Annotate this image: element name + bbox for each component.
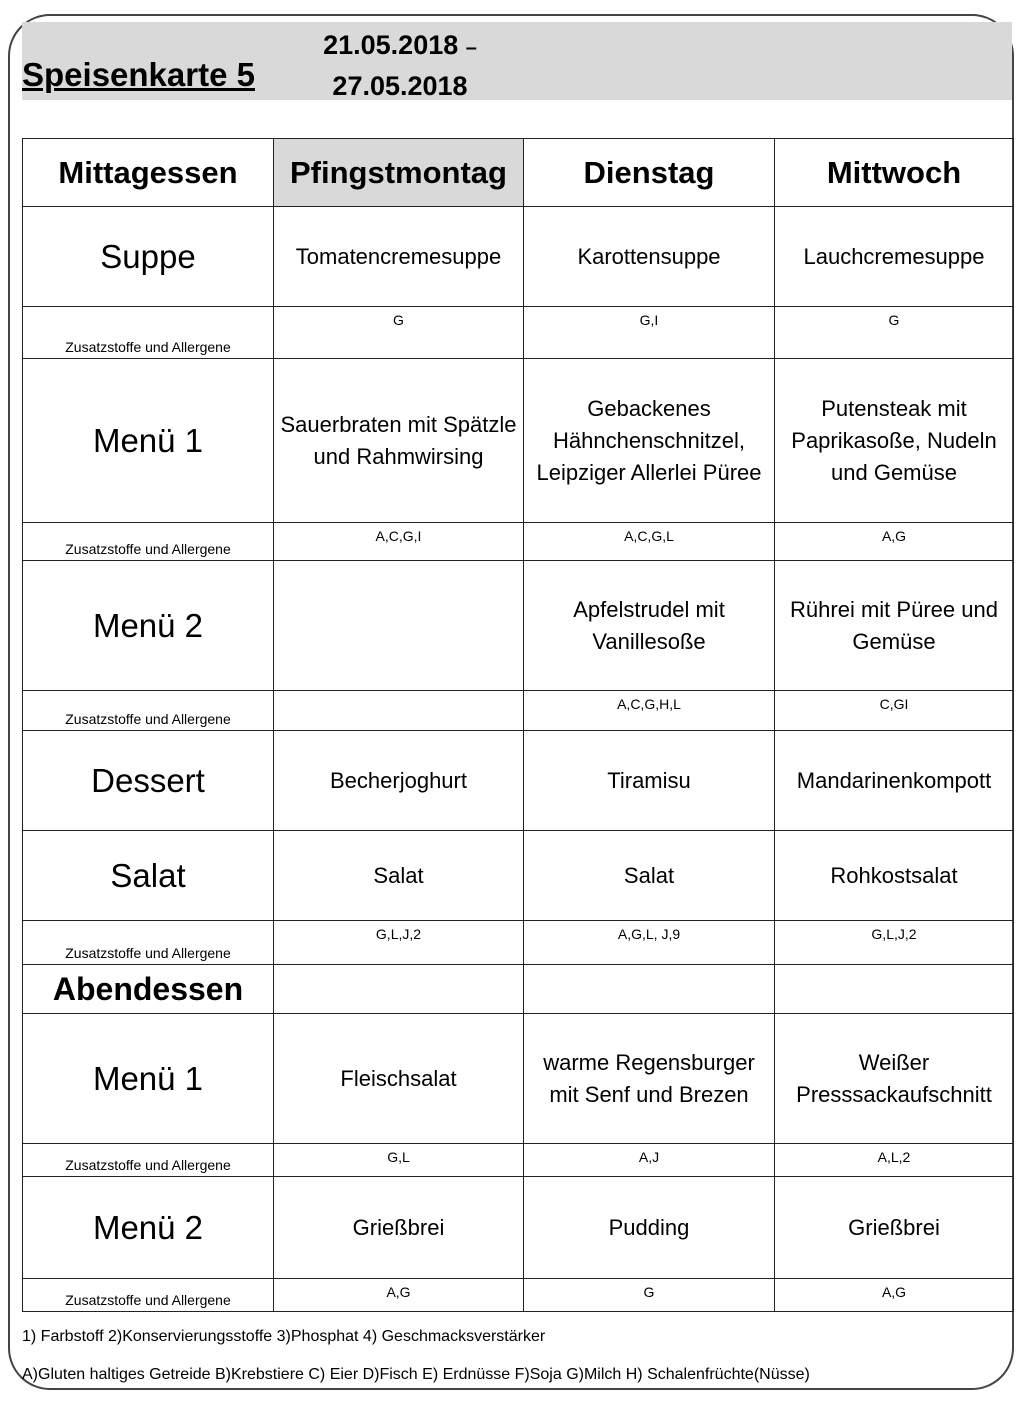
suppe-allergen-row [23, 307, 1014, 359]
dinner-menu2-allergen-row [23, 1279, 1014, 1312]
dessert-monday: Becherjoghurt [274, 731, 524, 831]
allergen-label: Zusatzstoffe und Allergene [23, 307, 274, 359]
column-header-mittwoch: Mittwoch [775, 139, 1014, 207]
suppe-allergens-wednesday: G [775, 307, 1014, 359]
menu2-monday [274, 561, 524, 691]
dinner-menu2-row [23, 1177, 1014, 1279]
suppe-wednesday: Lauchcremesuppe [775, 207, 1014, 307]
dinner-menu1-allergens-tuesday: A,J [524, 1144, 775, 1177]
dinner-menu1-tuesday: warme Regensburger mit Senf und Brezen [524, 1014, 775, 1144]
dessert-wednesday: Mandarinenkompott [775, 731, 1014, 831]
column-header-mittagessen: Mittagessen [23, 139, 274, 207]
suppe-tuesday: Karottensuppe [524, 207, 775, 307]
menu1-label: Menü 1 [23, 359, 274, 523]
suppe-monday: Tomatencremesuppe [274, 207, 524, 307]
legend-allergens: A)Gluten haltiges Getreide B)Krebstiere C) Eier D)Fisch E) Erdnüsse F)Soja G)Milch H) Schalenfrüchte(Nüsse) [22, 1366, 810, 1383]
menu1-tuesday: Gebackenes Hähnchenschnitzel, Leipziger Allerlei Püree [524, 359, 775, 523]
dinner-menu2-tuesday: Pudding [524, 1177, 775, 1279]
column-header-dienstag: Dienstag [524, 139, 775, 207]
dinner-menu2-wednesday: Grießbrei [775, 1177, 1014, 1279]
column-header-pfingstmontag: Pfingstmontag [274, 139, 524, 207]
suppe-row [23, 207, 1014, 307]
dinner-menu2-allergens-wednesday: A,G [775, 1279, 1014, 1312]
dinner-menu1-allergens-monday: G,L [274, 1144, 524, 1177]
salat-wednesday: Rohkostsalat [775, 831, 1014, 921]
dinner-menu1-monday: Fleischsalat [274, 1014, 524, 1144]
dinner-menu2-monday: Grießbrei [274, 1177, 524, 1279]
allergen-label: Zusatzstoffe und Allergene [23, 691, 274, 731]
suppe-label: Suppe [23, 207, 274, 307]
menu2-tuesday: Apfelstrudel mit Vanillesoße [524, 561, 775, 691]
header-row [23, 139, 1014, 207]
dessert-row [23, 731, 1014, 831]
dinner-menu1-label: Menü 1 [23, 1014, 274, 1144]
salat-allergens-monday: G,L,J,2 [274, 921, 524, 965]
date-to: 27.05.2018 [332, 71, 468, 101]
menu1-allergens-monday: A,C,G,I [274, 523, 524, 561]
menu1-allergen-row [23, 523, 1014, 561]
menu1-allergens-tuesday: A,C,G,L [524, 523, 775, 561]
dinner-menu2-allergens-tuesday: G [524, 1279, 775, 1312]
menu2-allergen-row [23, 691, 1014, 731]
salat-row [23, 831, 1014, 921]
salat-allergens-wednesday: G,L,J,2 [775, 921, 1014, 965]
salat-tuesday: Salat [524, 831, 775, 921]
menu1-row [23, 359, 1014, 523]
menu1-monday: Sauerbraten mit Spätzle und Rahmwirsing [274, 359, 524, 523]
dinner-menu1-allergen-row [23, 1144, 1014, 1177]
dinner-menu1-wednesday: Weißer Presssackaufschnitt [775, 1014, 1014, 1144]
suppe-allergens-tuesday: G,I [524, 307, 775, 359]
dessert-tuesday: Tiramisu [524, 731, 775, 831]
dinner-menu2-label: Menü 2 [23, 1177, 274, 1279]
menu-table [22, 138, 1014, 1312]
dessert-label: Dessert [23, 731, 274, 831]
dinner-menu1-row [23, 1014, 1014, 1144]
salat-allergens-tuesday: A,G,L, J,9 [524, 921, 775, 965]
date-range [300, 26, 500, 105]
salat-label: Salat [23, 831, 274, 921]
date-dash: – [465, 37, 477, 59]
salat-monday: Salat [274, 831, 524, 921]
menu2-row [23, 561, 1014, 691]
menu2-allergens-wednesday: C,GI [775, 691, 1014, 731]
abendessen-label: Abendessen [23, 965, 274, 1014]
allergen-label: Zusatzstoffe und Allergene [23, 921, 274, 965]
suppe-allergens-monday: G [274, 307, 524, 359]
menu1-wednesday: Putensteak mit Paprikasoße, Nudeln und Gemüse [775, 359, 1014, 523]
allergen-label: Zusatzstoffe und Allergene [23, 1144, 274, 1177]
legend-additives: 1) Farbstoff 2)Konservierungsstoffe 3)Phosphat 4) Geschmacksverstärker [22, 1328, 546, 1345]
menu2-label: Menü 2 [23, 561, 274, 691]
allergen-label: Zusatzstoffe und Allergene [23, 1279, 274, 1312]
date-from: 21.05.2018 [323, 30, 459, 60]
abendessen-row [23, 965, 1014, 1014]
menu2-allergens-monday [274, 691, 524, 731]
allergen-label: Zusatzstoffe und Allergene [23, 523, 274, 561]
dinner-menu2-allergens-monday: A,G [274, 1279, 524, 1312]
menu1-allergens-wednesday: A,G [775, 523, 1014, 561]
menu2-allergens-tuesday: A,C,G,H,L [524, 691, 775, 731]
page-title: Speisenkarte 5 [22, 56, 255, 93]
salat-allergen-row [23, 921, 1014, 965]
dinner-menu1-allergens-wednesday: A,L,2 [775, 1144, 1014, 1177]
menu2-wednesday: Rührei mit Püree und Gemüse [775, 561, 1014, 691]
